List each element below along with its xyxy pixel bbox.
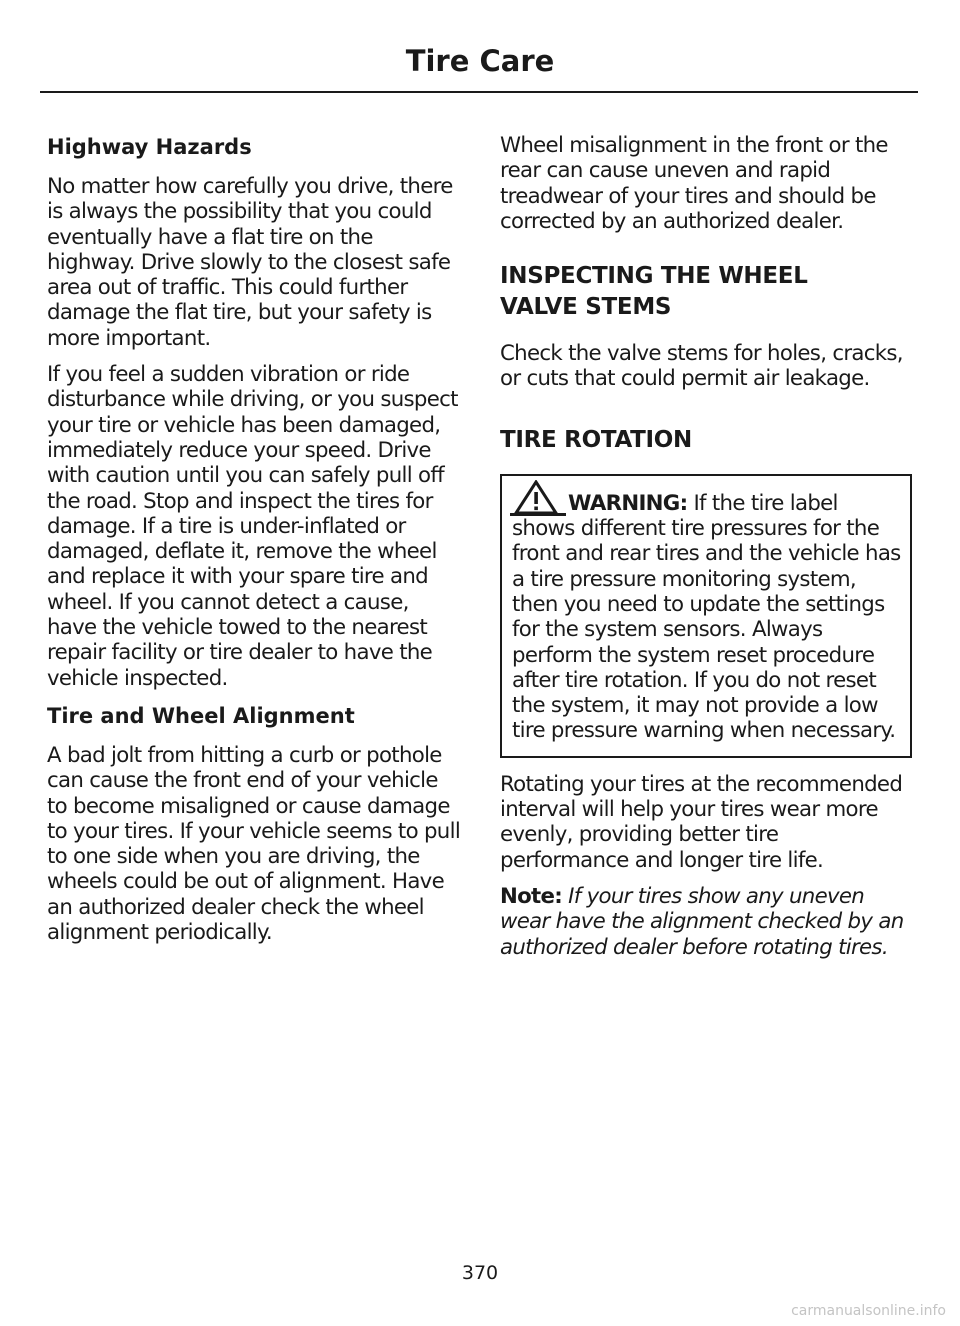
inspecting-valve-stems-heading [500,261,912,323]
warning-triangle-icon [508,480,568,516]
note-text: If your tires show any uneven wear have the alignment checked by an authorized dealer before rotating tires. [500,883,904,960]
highway-hazards-paragraph-2: If you feel a sudden vibration or ride disturbance while driving, or you suspect your tire or vehicle has been damaged, immediately reduce your speed. Drive with caution until you can safely pull off the road. Stop and inspect the tires for damage. If a tire is under-inflated or damaged, deflate it, remove the wheel and replace it with your spare tire and wheel. If you cannot detect a cause, have the vehicle towed to the nearest repair facility or tire dealer to have the vehicle inspected. [47,362,458,691]
warning-box [500,474,912,758]
page-title: Tire Care [405,44,555,78]
valve-stems-paragraph: Check the valve stems for holes, cracks, or cuts that could permit air leakage. [500,341,903,392]
tire-wheel-alignment-paragraph: A bad jolt from hitting a curb or pothole can cause the front end of your vehicle to become misaligned or cause damage to your tires. If your vehicle seems to pull to one side when you are driving, the wheels could be out of alignment. Have an authorized dealer check the wheel alignment periodically. [47,742,461,946]
note-paragraph [500,884,912,960]
left-column [47,133,462,956]
highway-hazards-heading: Highway Hazards [47,135,252,159]
page-number: 370 [461,1262,499,1284]
highway-hazards-paragraph-1: No matter how carefully you drive, there is always the possibility that you could eventually have a flat tire on the highway. Drive slowly to the closest safe area out of traffic. This could further damage the flat tire, but your safety is more important. [47,174,453,351]
warning-paragraph [512,480,902,744]
tire-rotation-heading: TIRE ROTATION [500,426,693,453]
valve-heading-line-2: VALVE STEMS [500,294,672,321]
valve-heading-line-1: INSPECTING THE WHEEL [500,263,808,290]
tire-rotation-paragraph: Rotating your tires at the recommended interval will help your tires wear more evenly, providing better tire performance and longer tire life. [500,771,903,873]
right-column [500,133,912,971]
note-label: Note: [500,883,563,909]
wheel-misalignment-paragraph: Wheel misalignment in the front or the rear can cause uneven and rapid treadwear of your tires and should be corrected by an authorized dealer. [500,133,888,234]
warning-text: If the tire label shows different tire pressures for the front and rear tires and the vehicle has a tire pressure monitoring system, then you need to update the settings for the system sensors. Always perform the system reset procedure after tire rotation. If you do not reset the system, it may not provide a low tire pressure warning when necessary. [512,490,901,744]
watermark: carmanualsonline.info [791,1303,946,1319]
tire-wheel-alignment-heading: Tire and Wheel Alignment [47,703,355,728]
warning-label: WARNING: [568,490,688,516]
header-divider [40,91,918,93]
